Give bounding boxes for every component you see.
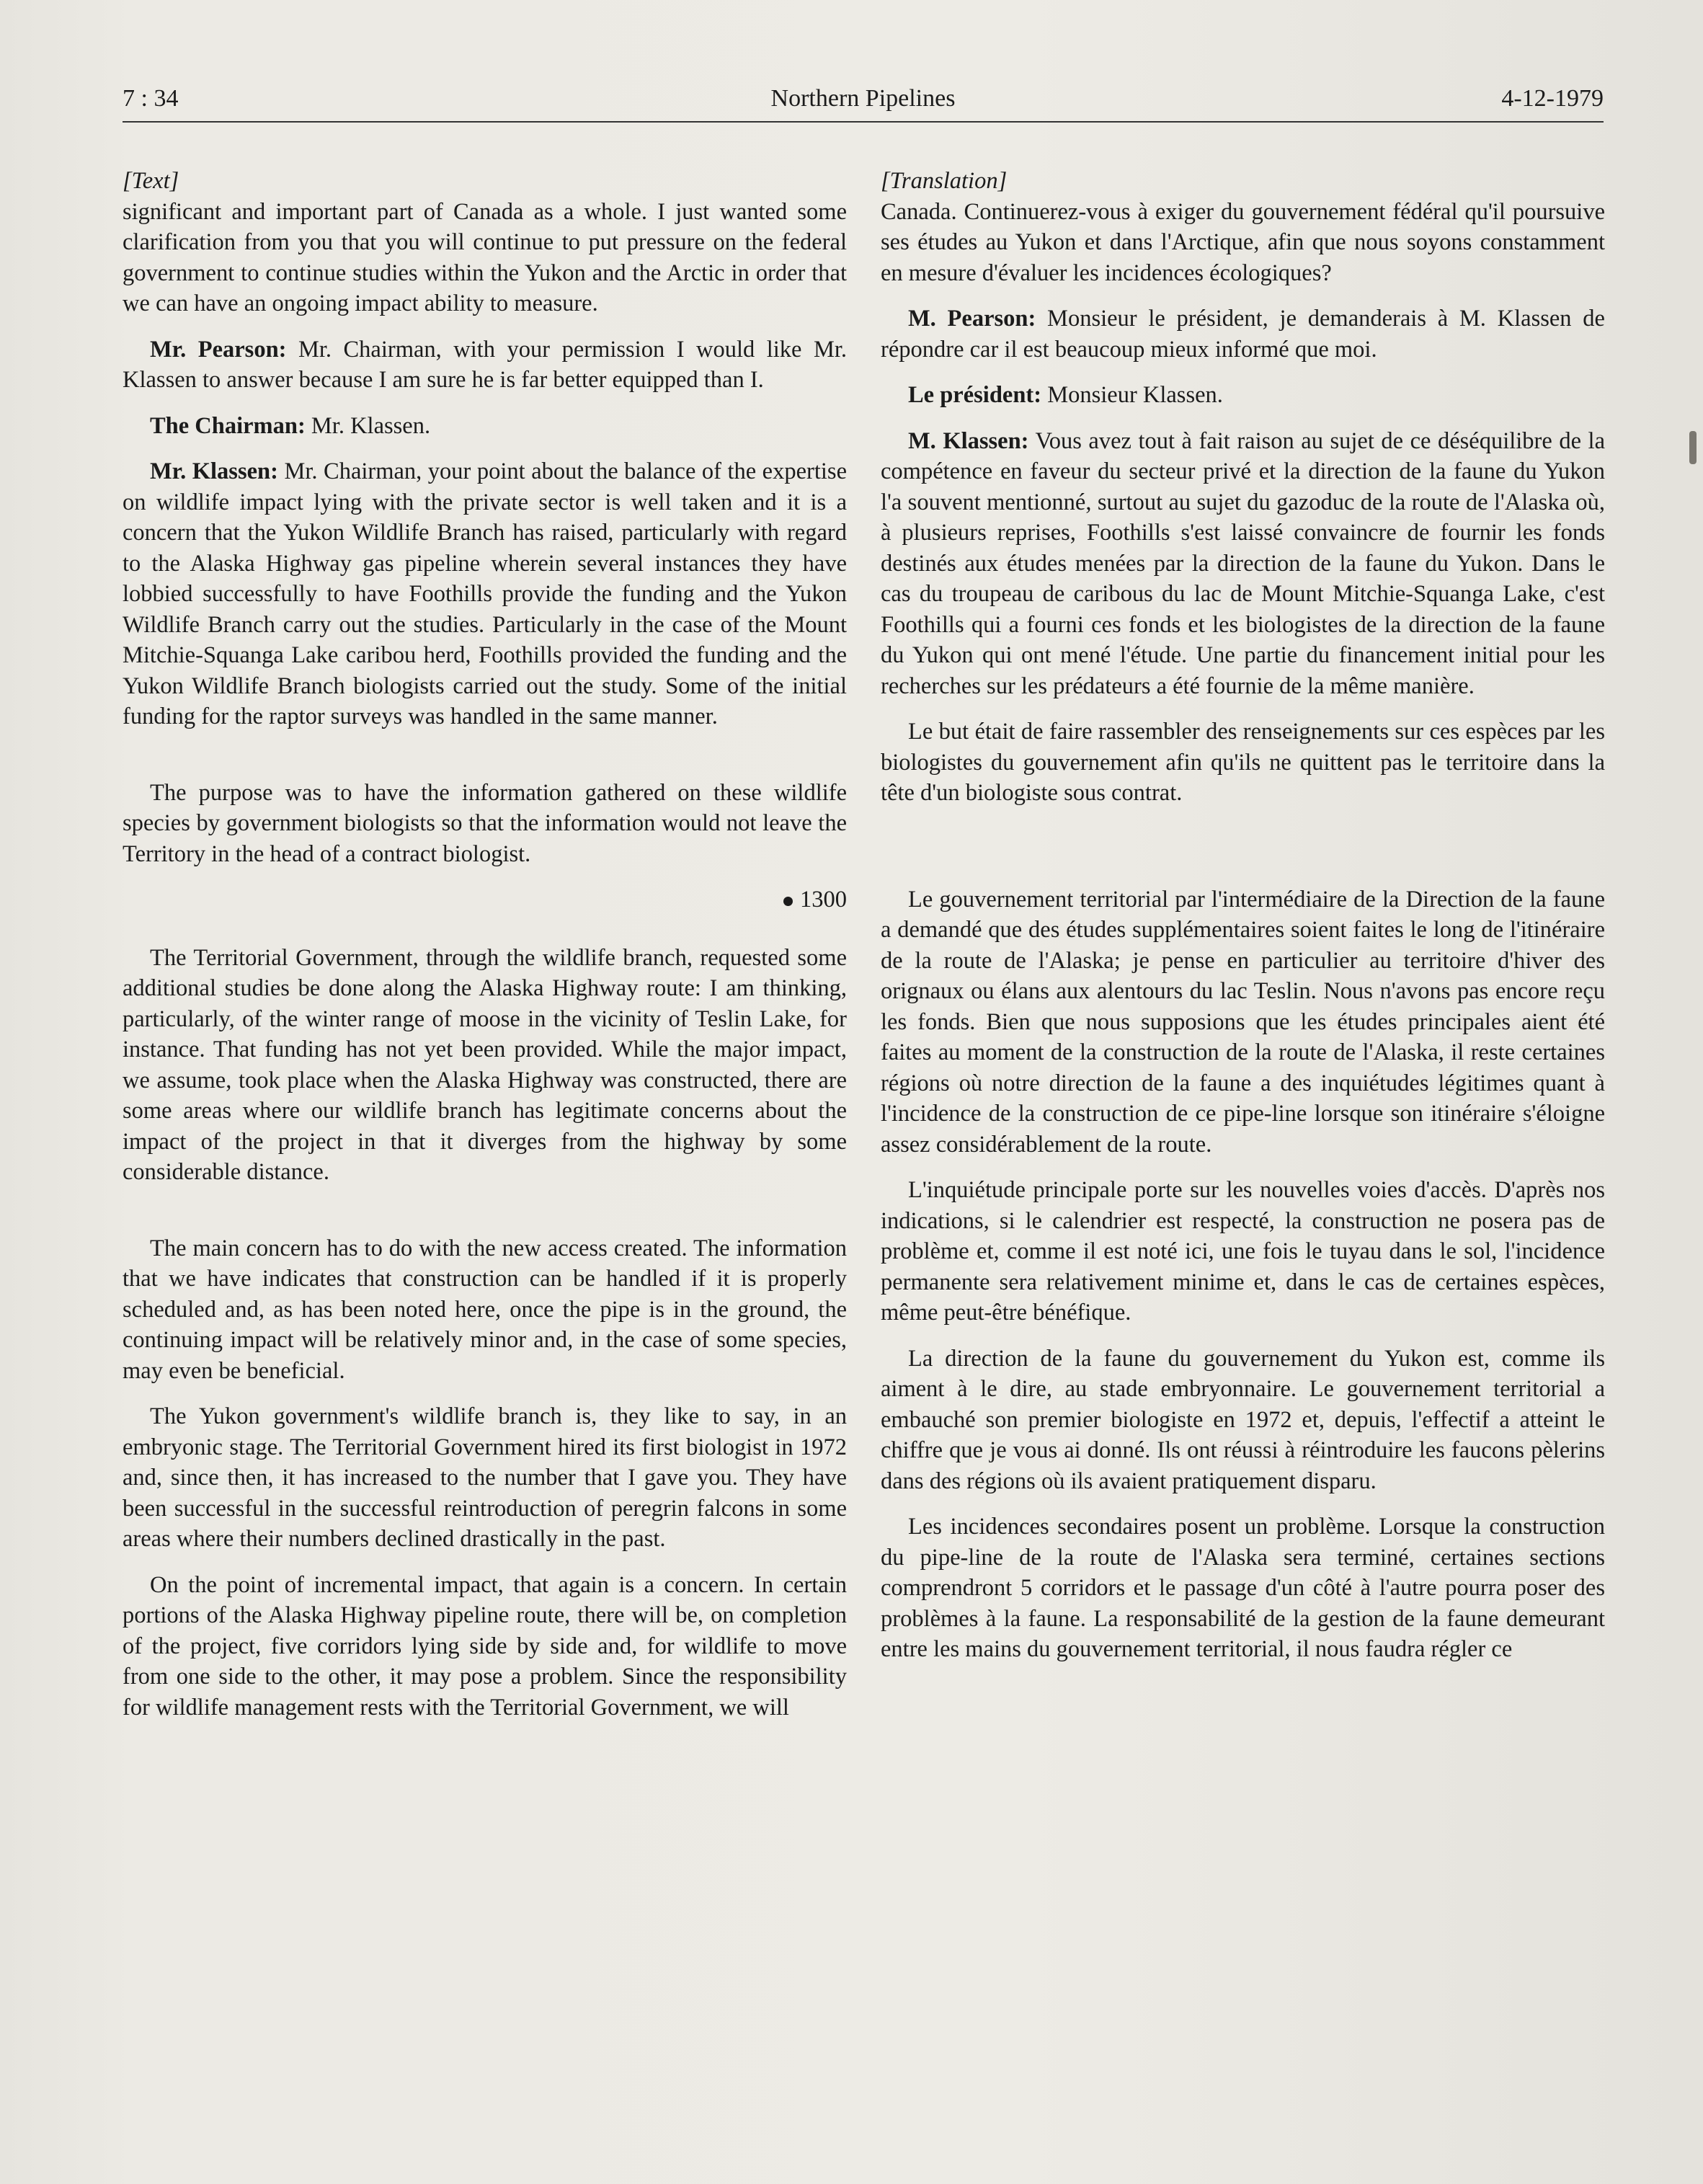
speech-text: Monsieur le président, je demanderais à M. Klassen de répondre car il est beaucoup mieux informé que moi. bbox=[881, 306, 1605, 363]
paragraph: Le but était de faire rassembler des renseignements sur ces espèces par les biologistes du gouvernement afin qu'ils ne quittent pas le territoire dans la tête d'un biologiste sous contrat. bbox=[881, 719, 1605, 806]
page-header bbox=[123, 85, 1604, 125]
time-marker-text: 1300 bbox=[800, 887, 847, 913]
speaker-name: M. Pearson: bbox=[908, 306, 1036, 332]
paragraph: The Yukon government's wildlife branch is, they like to say, in an embryonic stage. The Territorial Government hired its first biologist in 1972 and, since then, it has increased to the number that I gave you. They have been successful in the successful reintroduction of peregrin falcons in some areas where their numbers declined drastically in the past. bbox=[123, 1403, 847, 1552]
speaker-name: The Chairman: bbox=[150, 412, 306, 439]
english-column bbox=[123, 166, 847, 1738]
speech-text: Mr. Chairman, your point about the balance of the expertise on wildlife impact lying with the private sector is well taken and it is a concern that the Yukon Wildlife Branch has raised, particularly with regard to the Alaska Highway gas pipeline wherein several instances they have lobbied successfully to have Foothills provide the funding and the Yukon Wildlife Branch carry out the studies. Particularly in the case of the Mount Mitchie-Squanga Lake caribou herd, Foothills provided the funding and the Yukon Wildlife Branch biologists carried out the study. Some of the initial funding for the raptor surveys was handled in the same manner. bbox=[123, 458, 847, 729]
spacer bbox=[123, 1203, 847, 1233]
paragraph: The Territorial Government, through the wildlife branch, requested some additional studies be done along the Alaska Highway route: I am thinking, particularly, of the winter range of moose in the vicinity of Teslin Lake, for instance. That funding has not yet been provided. While the major impact, we assume, took place when the Alaska Highway was constructed, there are some areas where our wildlife branch has legitimate concerns about the impact of the project in that it diverges from the highway by some considerable distance. bbox=[123, 944, 847, 1185]
paragraph bbox=[123, 411, 847, 442]
french-column bbox=[881, 166, 1605, 1680]
page-reference: 7 : 34 bbox=[123, 85, 179, 112]
column-label-text: [Text] bbox=[123, 168, 179, 194]
paragraph: The main concern has to do with the new access created. The information that we have indicates that construction can be handled if it is properly scheduled and, as has been noted here, once the pipe is in the ground, the continuing impact will be relatively minor and, in the case of some species, may even be beneficial. bbox=[123, 1235, 847, 1384]
bullet-icon bbox=[783, 897, 793, 906]
paragraph bbox=[123, 334, 847, 396]
column-label-translation: [Translation] bbox=[881, 168, 1008, 194]
spacer bbox=[881, 824, 1605, 884]
paragraph: Canada. Continuerez-vous à exiger du gouvernement fédéral qu'il poursuive ses études au Yukon et dans l'Arctique, afin que nous soyons constamment en mesure d'évaluer les incidences écologiques? bbox=[881, 198, 1605, 286]
speaker-name: Le président: bbox=[908, 382, 1042, 408]
spacer bbox=[123, 747, 847, 778]
paragraph: significant and important part of Canada as a whole. I just wanted some clarification from you that you will continue to put pressure on the federal government to continue studies within the Yukon and the Arctic in order that we can have an ongoing impact ability to measure. bbox=[123, 198, 847, 316]
paragraph: Le gouvernement territorial par l'intermédiaire de la Direction de la faune a demandé que des études supplémentaires soient faites le long de l'itinéraire de la route de l'Alaska; je pense en particulier au territoire d'hiver des orignaux ou élans aux alentours du lac Teslin. Nous n'avons pas encore reçu les fonds. Bien que nous supposions que les études principales aient été faites au moment de la construction de la route de l'Alaska, il reste certaines régions où notre direction de la faune a des inquiétudes légitimes quant à l'incidence de la construction de ce pipe-line lorsque son itinéraire s'éloigne assez considérablement de la route. bbox=[881, 886, 1605, 1158]
speaker-name: Mr. Klassen: bbox=[150, 458, 278, 484]
speech-text: Mr. Chairman, with your permission I would like Mr. Klassen to answer because I am sure he is far better equipped than I. bbox=[123, 336, 847, 393]
paragraph: L'inquiétude principale porte sur les nouvelles voies d'accès. D'après nos indications, si le calendrier est respecté, la construction ne posera pas de problème et, comme il est noté ici, une fois le tuyau dans le sol, l'incidence permanente sera relativement minime et, dans le cas de certaines espèces, même peut-être bénéfique. bbox=[881, 1177, 1605, 1326]
paragraph: The purpose was to have the information gathered on these wildlife species by government biologists so that the information would not leave the Territory in the head of a contract biologist. bbox=[123, 779, 847, 867]
speaker-name: Mr. Pearson: bbox=[150, 336, 287, 363]
time-marker bbox=[123, 884, 847, 915]
paragraph bbox=[123, 456, 847, 732]
header-rule bbox=[123, 121, 1604, 123]
paragraph bbox=[881, 380, 1605, 411]
speech-text: Monsieur Klassen. bbox=[1041, 382, 1223, 408]
speech-text: Mr. Klassen. bbox=[305, 412, 431, 439]
speech-text: Vous avez tout à fait raison au sujet de ce déséquilibre de la compétence en faveur du secteur privé et la direction de la faune du Yukon l'a souvent mentionné, surtout au sujet du gazoduc de la route de l'Alaska où, à plusieurs reprises, Foothills s'est laissé convaincre de fournir les fonds destinés aux études menées par la direction de la faune du Yukon. Dans le cas du troupeau de caribous du lac de Mount Mitchie-Squanga Lake, c'est Foothills qui a fourni ces fonds et les biologistes de la direction de la faune du Yukon qui ont mené l'étude. Une partie du financement initial pour les recherches sur les prédateurs a été fournie de la même manière. bbox=[881, 427, 1605, 699]
paragraph bbox=[881, 426, 1605, 702]
paragraph: On the point of incremental impact, that again is a concern. In certain portions of the Alaska Highway pipeline route, there will be, on completion of the project, five corridors lying side by side and, for wildlife to move from one side to the other, it may pose a problem. Since the responsibility for wildlife management rests with the Territorial Government, we will bbox=[123, 1571, 847, 1721]
paragraph: Les incidences secondaires posent un problème. Lorsque la construction du pipe-line de la route de l'Alaska sera terminé, certaines sections comprendront 5 corridors et le passage d'un côté à l'autre pourra poser des problèmes à la faune. La responsabilité de la gestion de la faune demeurant entre les mains du gouvernement territorial, il nous faudra régler ce bbox=[881, 1514, 1605, 1662]
paragraph bbox=[881, 303, 1605, 365]
header-date: 4-12-1979 bbox=[1501, 85, 1604, 112]
publication-title: Northern Pipelines bbox=[770, 85, 956, 112]
paragraph: La direction de la faune du gouvernement du Yukon est, comme ils aiment à le dire, au stade embryonnaire. Le gouvernement territorial a embauché son premier biologiste en 1972 et, depuis, l'effectif a atteint le chiffre que je vous ai donné. Ils ont réussi à réintroduire les faucons pèlerins dans des régions où ils avaient pratiquement disparu. bbox=[881, 1345, 1605, 1494]
speaker-name: M. Klassen: bbox=[908, 427, 1029, 454]
binding-tab-mark bbox=[1689, 431, 1697, 464]
